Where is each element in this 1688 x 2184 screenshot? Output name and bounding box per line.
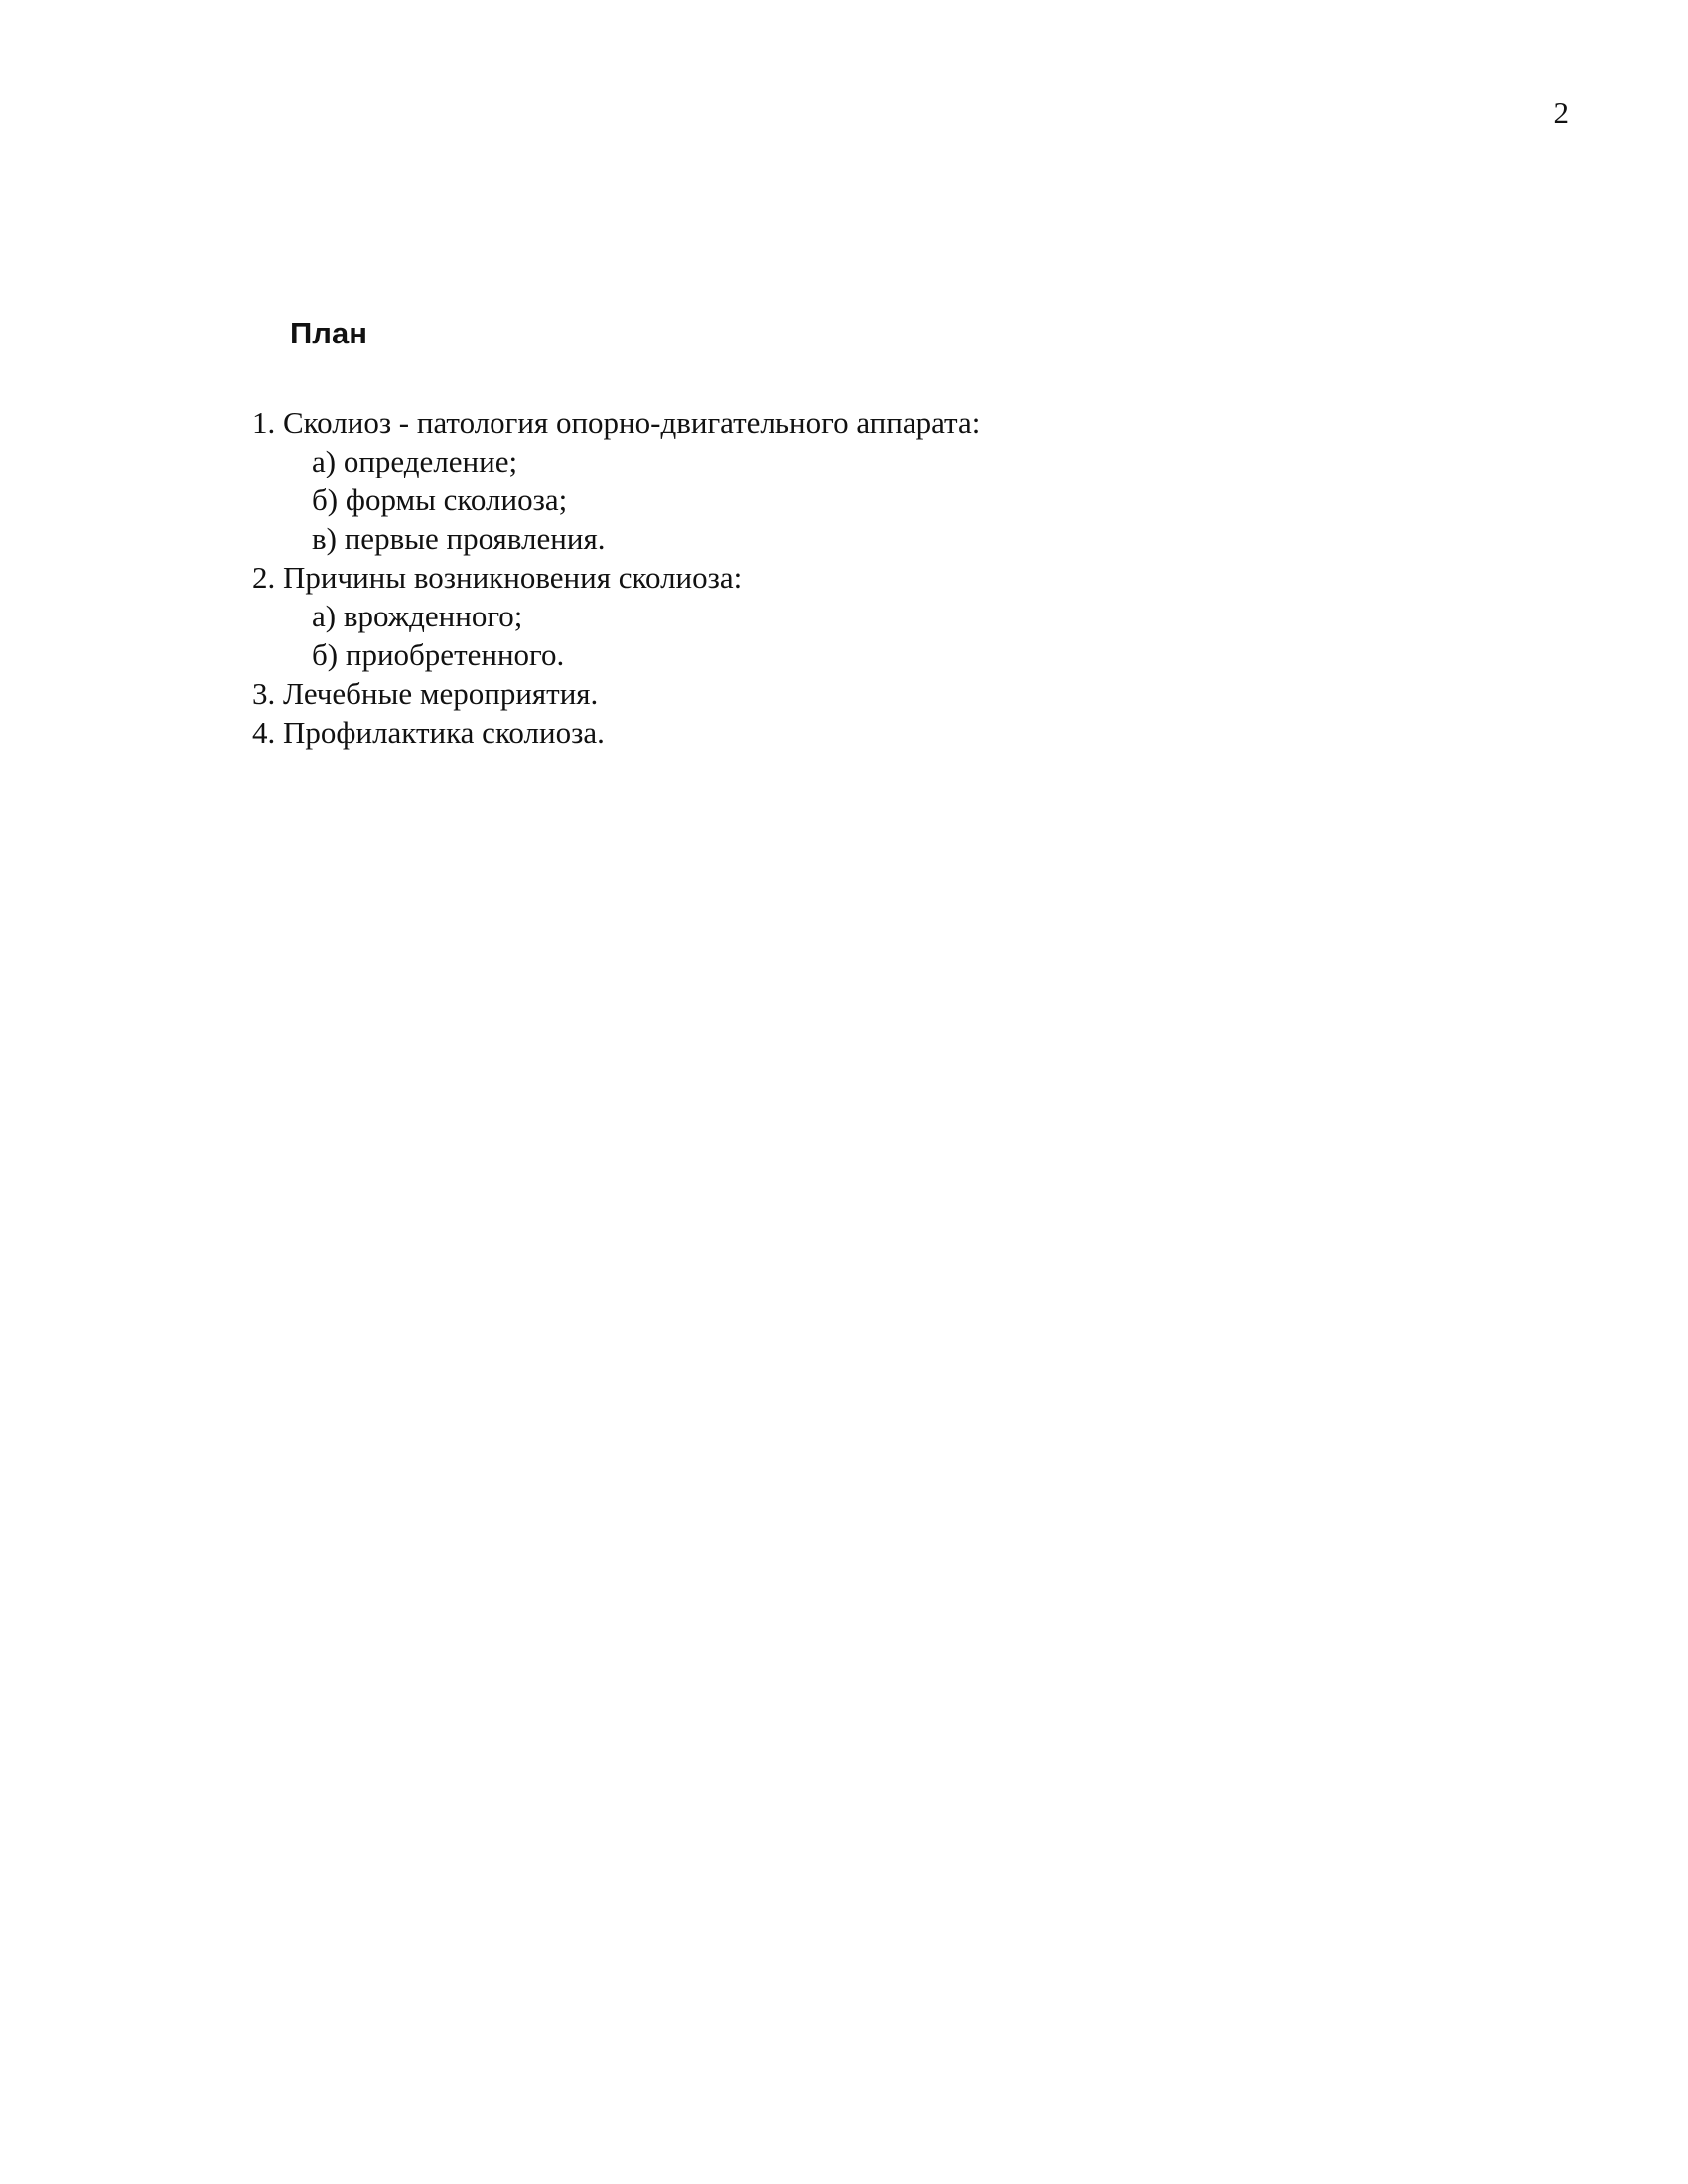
- outline-subitem: [252, 597, 1543, 635]
- subitem-text: формы сколиоза;: [345, 482, 568, 517]
- outline-item-number: 2.: [252, 560, 276, 595]
- subitem-text: врожденного;: [343, 599, 523, 633]
- plan-title: План: [290, 316, 367, 350]
- outline-subitem: [252, 480, 1543, 519]
- outline-item-text: Лечебные мероприятия.: [283, 676, 599, 711]
- outline-item-text: Профилактика сколиоза.: [283, 715, 605, 750]
- outline-item-1: [252, 403, 1543, 442]
- outline-item-number: 4.: [252, 715, 276, 750]
- outline-subitem: [252, 635, 1543, 674]
- subitem-marker: а): [312, 444, 337, 478]
- outline-item-4: [252, 713, 1543, 751]
- outline-item-number: 3.: [252, 676, 276, 711]
- subitem-marker: в): [312, 521, 337, 556]
- subitem-text: приобретенного.: [345, 637, 565, 672]
- subitem-marker: а): [312, 599, 337, 633]
- subitem-text: определение;: [343, 444, 518, 478]
- outline-item-text: Сколиоз - патология опорно-двигательного аппарата:: [283, 405, 981, 440]
- subitem-marker: б): [312, 637, 339, 672]
- subitem-marker: б): [312, 482, 339, 517]
- outline-item-3: [252, 674, 1543, 713]
- outline-item-2: [252, 558, 1543, 597]
- outline-item-text: Причины возникновения сколиоза:: [283, 560, 743, 595]
- outline-subitem: [252, 442, 1543, 480]
- page-number: 2: [1553, 95, 1569, 130]
- outline-subitem: [252, 519, 1543, 558]
- subitem-text: первые проявления.: [344, 521, 606, 556]
- outline-item-number: 1.: [252, 405, 276, 440]
- plan-outline: [252, 403, 1543, 751]
